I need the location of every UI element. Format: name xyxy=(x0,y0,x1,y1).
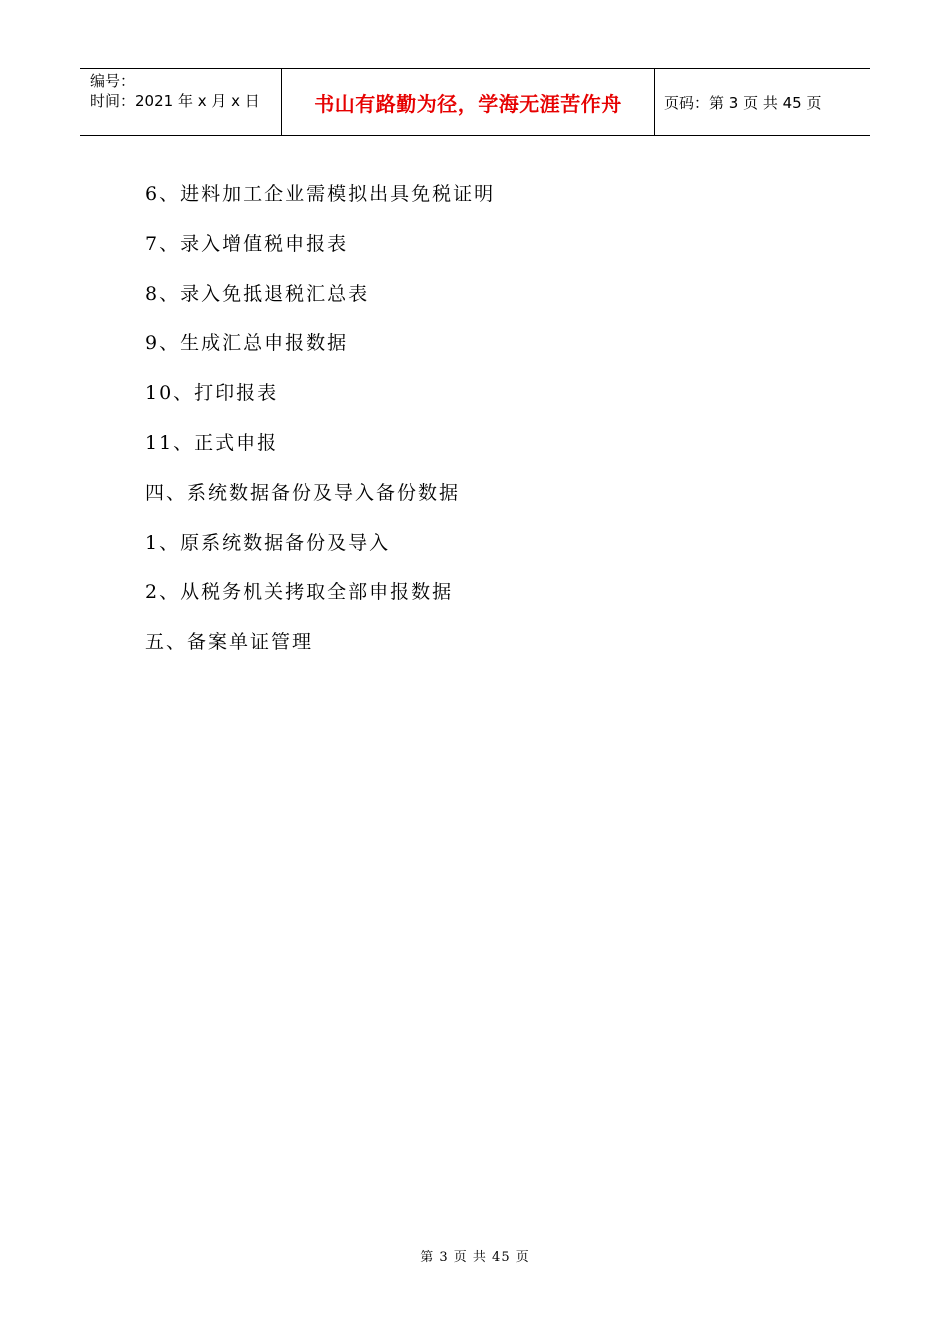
section-heading: 四、系统数据备份及导入备份数据 xyxy=(145,481,461,504)
section-heading: 五、备案单证管理 xyxy=(145,631,314,654)
list-item: 8、录入免抵退税汇总表 xyxy=(145,282,370,305)
page-footer: 第 3 页 共 45 页 xyxy=(420,1250,530,1265)
header-meta-cell xyxy=(80,69,282,135)
document-header xyxy=(80,68,870,136)
document-number-label: 编号： xyxy=(90,72,136,90)
list-item: 2、从税务机关拷取全部申报数据 xyxy=(145,581,454,604)
list-item: 1、原系统数据备份及导入 xyxy=(145,531,391,554)
list-item: 7、录入增值税申报表 xyxy=(145,232,349,255)
document-body xyxy=(145,170,845,668)
header-motto: 书山有路勤为径，学海无涯苦作舟 xyxy=(314,91,622,116)
header-page-cell xyxy=(655,69,870,135)
document-time: 时间：2021 年 x 月 x 日 xyxy=(90,92,260,110)
list-item: 6、进料加工企业需模拟出具免税证明 xyxy=(145,183,496,205)
list-item: 9、生成汇总申报数据 xyxy=(145,332,349,355)
header-motto-cell xyxy=(282,69,655,135)
list-item: 10、打印报表 xyxy=(145,382,279,405)
list-item: 11、正式申报 xyxy=(145,431,279,454)
header-page-info: 页码：第 3 页 共 45 页 xyxy=(664,93,822,112)
